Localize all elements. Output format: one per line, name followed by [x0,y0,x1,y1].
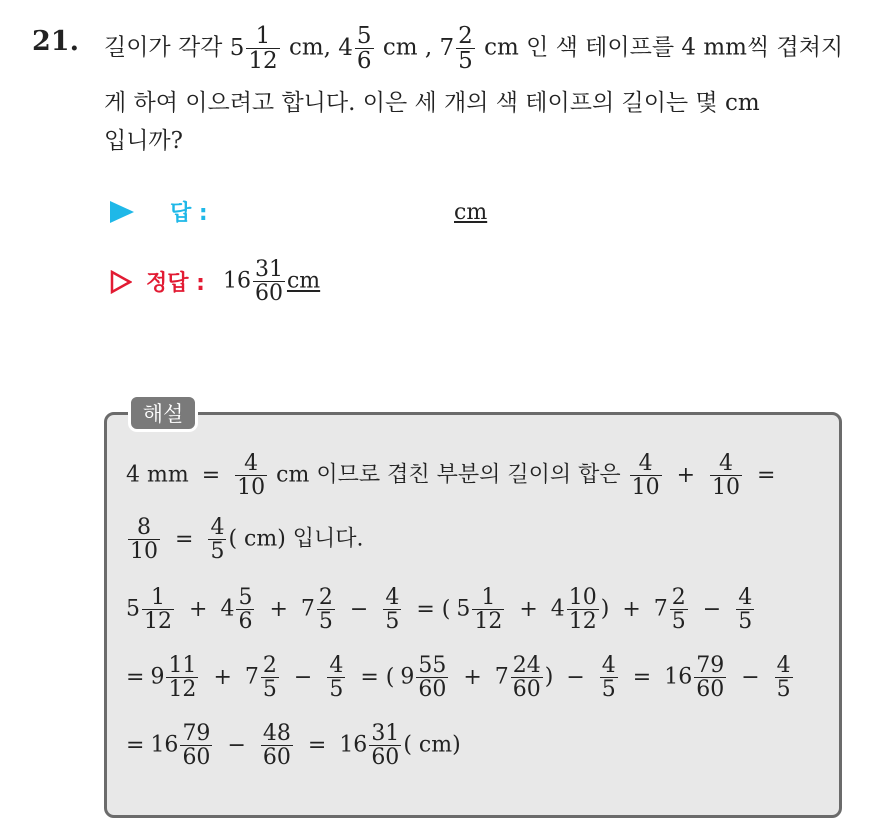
tape-length-1: 5 $\frac{1}{12}$ [229,23,278,75]
explanation-line-5: = 16 $\frac{79}{60}$ − $\frac{48}{60}$ = 16 $\frac{31}{60}$ ( cm) [126,721,461,771]
question-line-2: 게 하여 이으려고 합니다. 이은 세 개의 색 테이프의 길이는 몇 cm [104,90,760,116]
explanation-tab: 해설 [128,394,198,432]
question-line-3: 입니까? [104,128,183,154]
correct-answer-label: 정답 : [146,271,205,297]
answer-unit: cm [454,200,488,225]
question-line-1: 길이가 각각 5 $\frac{1}{12}$ cm, 4 $\frac{5}{6}$ cm , 7 $\frac{2}{5}$ cm 인 색 테이프를 4 mm씩 겹쳐지 [104,23,844,75]
question-number: 21. [32,26,79,57]
explanation-line-4: = 9 $\frac{11}{12}$ + 7 $\frac{2}{5}$ − $\frac{4}{5}$ = ( 9 $\frac{55}{60}$ + 7 $\frac{24}{60}$ ) − $\frac{4}{5}$ = 16 $\frac{79}{60}$ − $\frac{4}{5}$ [126,653,791,703]
answer-row [110,196,208,227]
tape-length-3: 7 $\frac{2}{5}$ [439,23,473,75]
answer-label: 답 : [170,201,208,226]
outline-triangle-icon [110,270,132,294]
play-triangle-icon [110,201,134,223]
overlap-length: 4 mm [681,34,747,61]
explanation-line-1: 4 mm = $\frac{4}{10}$ cm 이므로 겹친 부분의 길이의 합은 $\frac{4}{10}$ + $\frac{4}{10}$ = [126,451,776,501]
question-text: 길이가 각각 [104,34,223,61]
correct-answer-row [110,258,320,305]
tape-length-2: 4 $\frac{5}{6}$ [338,23,372,75]
explanation-line-2: $\frac{8}{10}$ = $\frac{4}{5}$ ( cm) 입니다. [130,515,364,565]
correct-answer-value: 16 $\frac{31}{60}$ cm [222,257,321,307]
explanation-line-3: 5 $\frac{1}{12}$ + 4 $\frac{5}{6}$ + 7 $\frac{2}{5}$ − $\frac{4}{5}$ = ( 5 $\frac{1}{12}$ + 4 $\frac{10}{12}$ ) + 7 $\frac{2}{5}$ − $\frac{4}{5}$ [126,585,753,635]
